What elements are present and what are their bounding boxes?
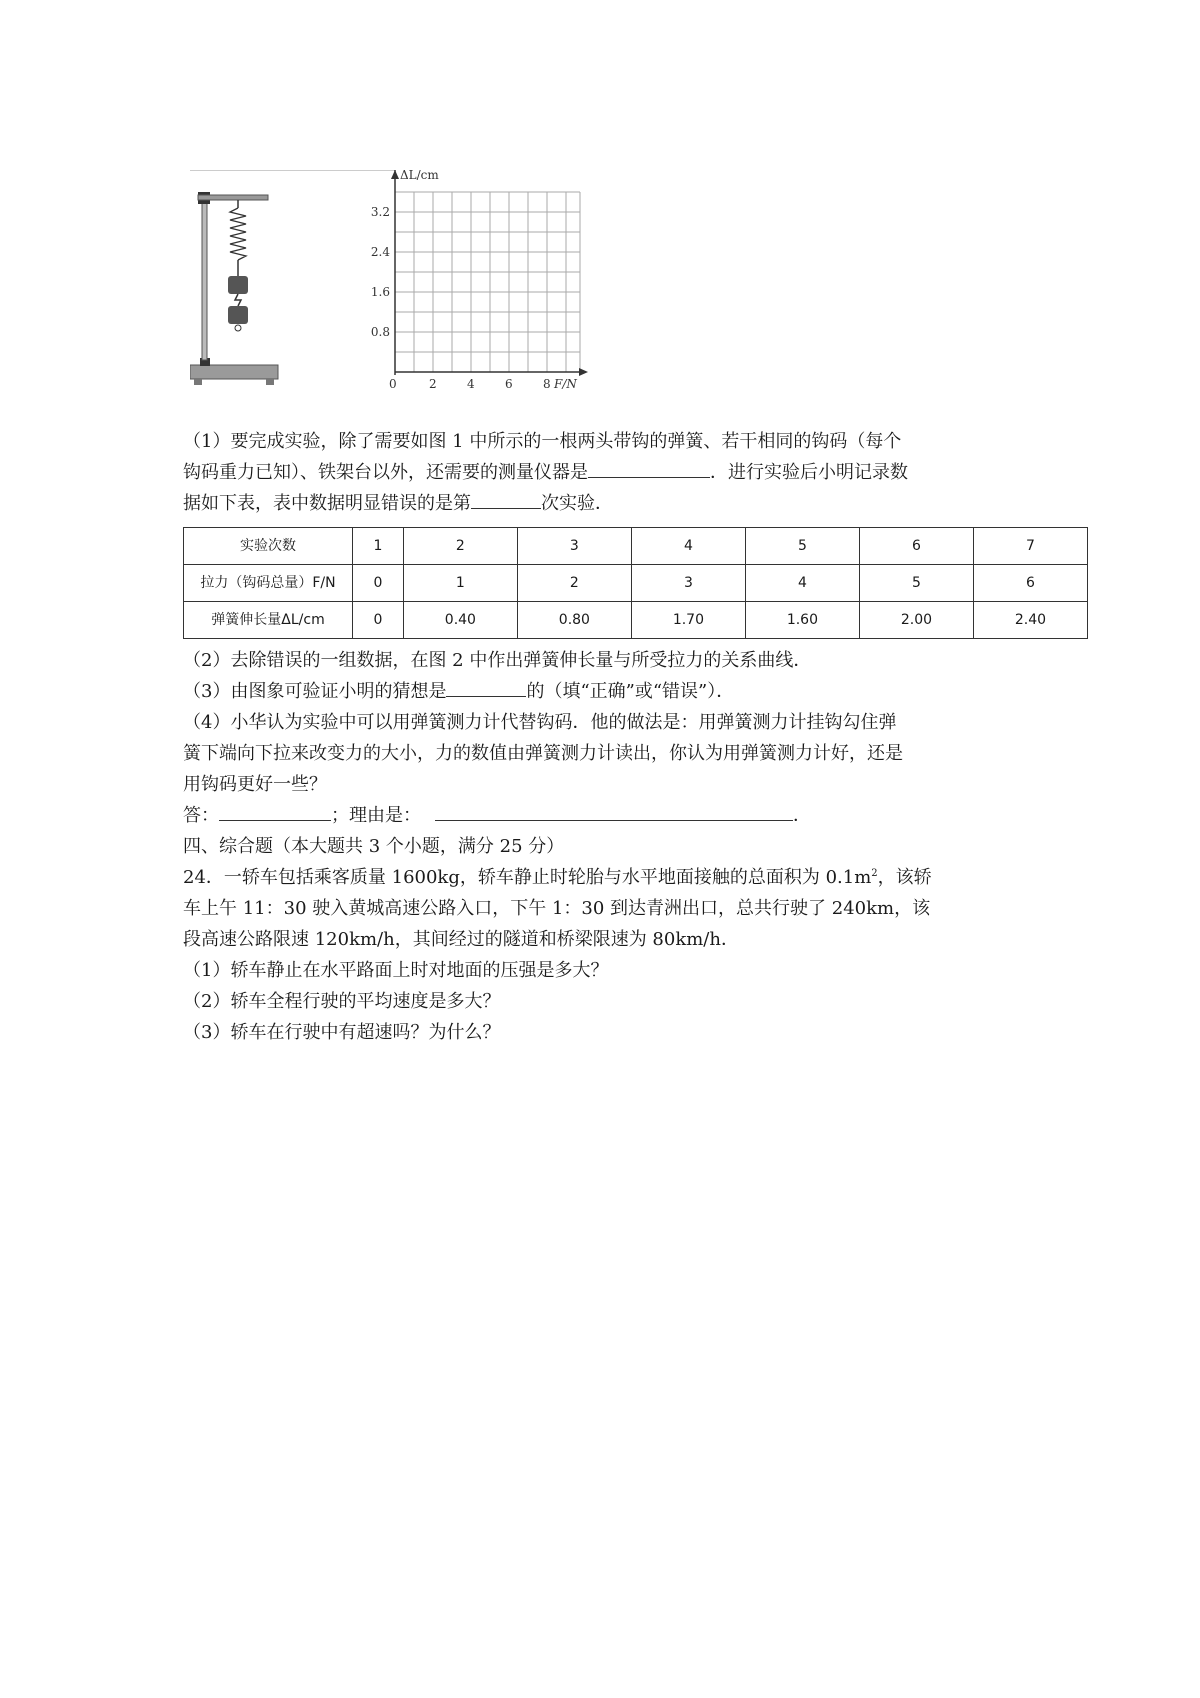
x-tick-8: 8 bbox=[543, 377, 551, 391]
q3-blank[interactable] bbox=[446, 676, 526, 697]
q1-line-1: （1）要完成实验，除了需要如图 1 中所示的一根两头带钩的弹簧、若干相同的钩码（每个 bbox=[183, 431, 902, 452]
q4-line-1: （4）小华认为实验中可以用弹簧测力计代替钩码．他的做法是：用弹簧测力计挂钩勾住弹 bbox=[183, 712, 897, 733]
q1-text-b: 钩码重力已知）、铁架台以外，还需要的测量仪器是 bbox=[183, 462, 588, 483]
cell-trial-3: 3 bbox=[517, 528, 631, 565]
data-table bbox=[183, 527, 1088, 639]
q24-line-3: 段高速公路限速 120km/h，其间经过的隧道和桥梁限速为 80km/h． bbox=[183, 929, 739, 950]
cell-trial-4: 4 bbox=[631, 528, 745, 565]
x-tick-2: 2 bbox=[429, 377, 437, 391]
weight-2 bbox=[228, 306, 248, 324]
cell-force-7: 6 bbox=[973, 565, 1087, 602]
x-tick-6: 6 bbox=[505, 377, 513, 391]
q3-text-a: （3）由图象可验证小明的猜想是 bbox=[183, 681, 447, 702]
q4-line-3: 用钩码更好一些？ bbox=[183, 774, 327, 795]
cell-trial-5: 5 bbox=[745, 528, 859, 565]
q1-line-3 bbox=[183, 488, 1038, 519]
q24-line-1a: 24．一轿车包括乘客质量 1600kg，轿车静止时轮胎与水平地面接触的总面积为 0.1m bbox=[183, 867, 872, 888]
q24-sub-3: （3）轿车在行驶中有超速吗？为什么？ bbox=[183, 1022, 501, 1043]
y-tick-3.2: 3.2 bbox=[370, 205, 390, 219]
x-axis-label: F/N bbox=[554, 377, 577, 391]
cell-force-2: 1 bbox=[403, 565, 517, 602]
spring bbox=[230, 208, 246, 260]
cell-extension-2: 0.40 bbox=[403, 602, 517, 639]
q1-blank-trial[interactable] bbox=[471, 488, 541, 509]
y-axis-label: ΔL/cm bbox=[400, 170, 439, 182]
cell-extension-1: 0 bbox=[353, 602, 404, 639]
row-label-trial: 实验次数 bbox=[184, 528, 353, 565]
cell-trial-7: 7 bbox=[973, 528, 1087, 565]
graph-gridlines bbox=[395, 192, 580, 372]
q1-line-2 bbox=[183, 457, 1038, 488]
cell-force-4: 3 bbox=[631, 565, 745, 602]
cell-force-1: 0 bbox=[353, 565, 404, 602]
q3-line bbox=[183, 676, 1038, 707]
q3-text-b: 的（填“正确”或“错误”）． bbox=[526, 681, 735, 702]
cell-trial-2: 2 bbox=[403, 528, 517, 565]
row-label-extension: 弹簧伸长量ΔL/cm bbox=[184, 602, 353, 639]
question-content bbox=[183, 426, 1047, 1048]
answer-end: ． bbox=[793, 805, 811, 826]
stand-base bbox=[190, 365, 278, 379]
table-row-force bbox=[184, 565, 1088, 602]
table-row-trial bbox=[184, 528, 1088, 565]
row-label-force: 拉力（钩码总量）F/N bbox=[184, 565, 353, 602]
weight-1 bbox=[228, 276, 248, 294]
reason-blank[interactable] bbox=[435, 800, 793, 821]
stand-foot-left bbox=[194, 379, 202, 385]
reason-label: ；理由是： bbox=[331, 805, 421, 826]
q1-blank-instrument[interactable] bbox=[588, 457, 710, 478]
stand-pole bbox=[202, 198, 207, 360]
q1-text-c: ．进行实验后小明记录数 bbox=[710, 462, 908, 483]
section-4-heading: 四、综合题（本大题共 3 个小题，满分 25 分） bbox=[183, 836, 565, 857]
y-tick-0.8: 0.8 bbox=[370, 325, 390, 339]
cell-force-6: 5 bbox=[859, 565, 973, 602]
q24-superscript: 2 bbox=[871, 868, 878, 879]
graph-figure bbox=[190, 170, 588, 391]
cell-extension-4: 1.70 bbox=[631, 602, 745, 639]
q4-answer-line bbox=[183, 800, 1038, 831]
weight-bottom-hook bbox=[235, 325, 241, 331]
answer-label: 答： bbox=[183, 805, 219, 826]
answer-blank[interactable] bbox=[219, 800, 331, 821]
y-tick-2.4: 2.4 bbox=[370, 245, 390, 259]
cell-extension-6: 2.00 bbox=[859, 602, 973, 639]
figures-svg bbox=[190, 170, 650, 420]
q2-text: （2）去除错误的一组数据，在图 2 中作出弹簧伸长量与所受拉力的关系曲线． bbox=[183, 650, 812, 671]
weight-hook bbox=[235, 294, 241, 306]
cell-trial-6: 6 bbox=[859, 528, 973, 565]
q24-line-2: 车上午 11：30 驶入黄城高速公路入口，下午 1：30 到达青洲出口，总共行驶了 240km，该 bbox=[183, 898, 931, 919]
q24-line-1 bbox=[183, 862, 1038, 893]
x-tick-0: 0 bbox=[389, 377, 397, 391]
cell-force-3: 2 bbox=[517, 565, 631, 602]
figures bbox=[190, 170, 650, 420]
q24-sub-1: （1）轿车静止在水平路面上时对地面的压强是多大？ bbox=[183, 960, 609, 981]
graph-x-arrow bbox=[579, 368, 588, 376]
q1-text-d: 据如下表，表中数据明显错误的是第 bbox=[183, 493, 471, 514]
cell-extension-5: 1.60 bbox=[745, 602, 859, 639]
x-tick-4: 4 bbox=[467, 377, 475, 391]
cell-force-5: 4 bbox=[745, 565, 859, 602]
spring-stand-figure bbox=[190, 192, 278, 385]
q1-text-e: 次实验． bbox=[541, 493, 613, 514]
stand-foot-right bbox=[266, 379, 274, 385]
cell-trial-1: 1 bbox=[353, 528, 404, 565]
y-tick-1.6: 1.6 bbox=[370, 285, 390, 299]
q24-sub-2: （2）轿车全程行驶的平均速度是多大？ bbox=[183, 991, 501, 1012]
graph-y-arrow bbox=[391, 170, 399, 179]
q24-line-1b: ，该轿 bbox=[877, 867, 932, 888]
stand-arm bbox=[198, 195, 268, 200]
table-row-extension bbox=[184, 602, 1088, 639]
cell-extension-3: 0.80 bbox=[517, 602, 631, 639]
q4-line-2: 簧下端向下拉来改变力的大小，力的数值由弹簧测力计读出，你认为用弹簧测力计好，还是 bbox=[183, 743, 903, 764]
cell-extension-7: 2.40 bbox=[973, 602, 1087, 639]
